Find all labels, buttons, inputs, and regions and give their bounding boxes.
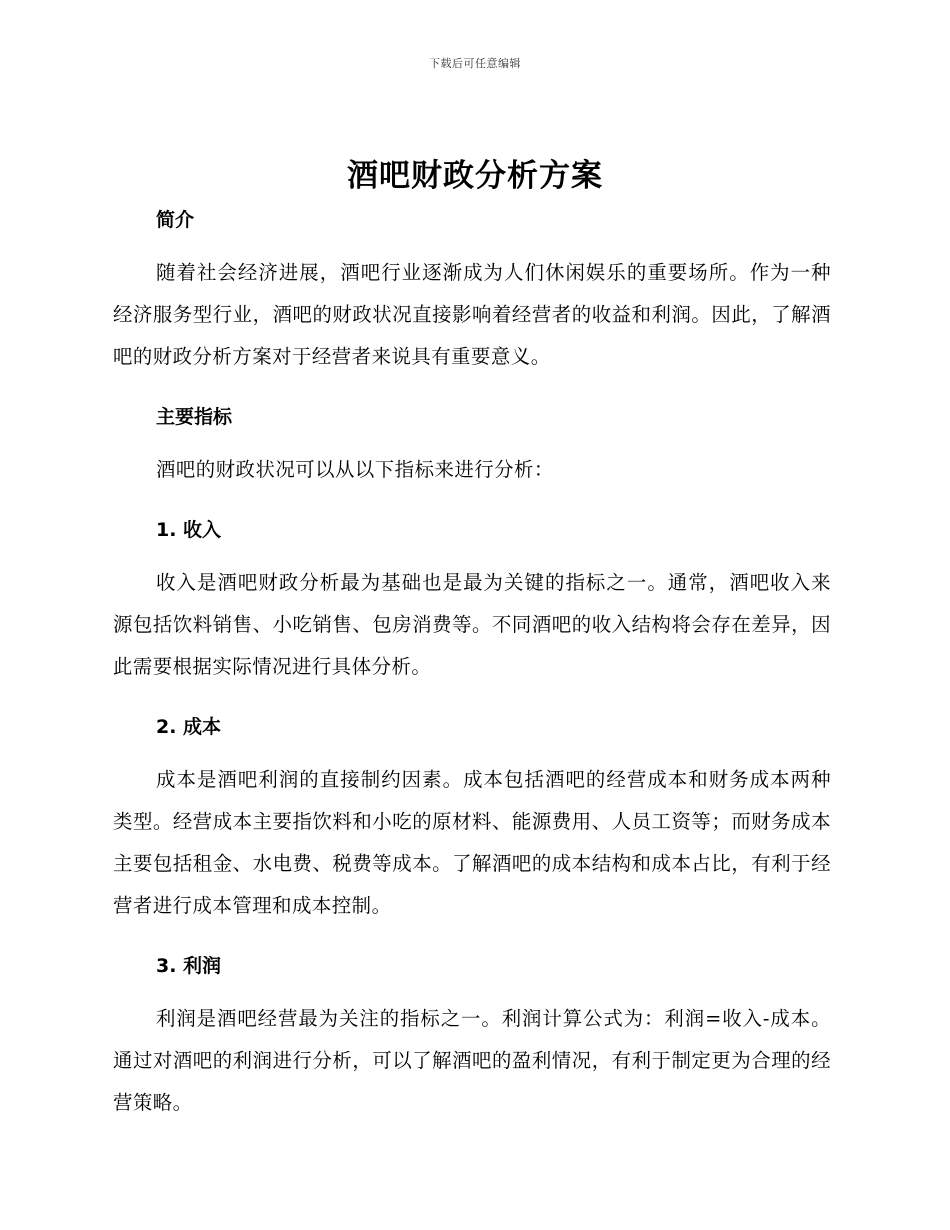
paragraph-profit: 利润是酒吧经营最为关注的指标之一。利润计算公式为：利润=收入-成本。通过对酒吧的利润进行分析，可以了解酒吧的盈利情况，有利于制定更为合理的经营策略。 (113, 1007, 831, 1114)
document-title: 酒吧财政分析方案 (347, 158, 603, 194)
section-heading-revenue: 1. 收入 (156, 519, 222, 541)
paragraph-cost: 成本是酒吧利润的直接制约因素。成本包括酒吧的经营成本和财务成本两种类型。经营成本主要指饮料和小吃的原材料、能源费用、人员工资等；而财务成本主要包括租金、水电费、税费等成本。了解酒吧的成本结构和成本占比，有利于经营者进行成本管理和成本控制。 (113, 768, 831, 917)
document-body (113, 202, 831, 1124)
paragraph-indicators: 酒吧的财政状况可以从以下指标来进行分析： (156, 458, 554, 481)
header-note: 下载后可任意编辑 (429, 57, 521, 70)
section-heading-profit: 3. 利润 (156, 955, 222, 977)
section-heading-intro: 简介 (156, 209, 195, 231)
section-heading-indicators: 主要指标 (156, 406, 233, 428)
paragraph-intro: 随着社会经济进展，酒吧行业逐渐成为人们休闲娱乐的重要场所。作为一种经济服务型行业，酒吧的财政状况直接影响着经营者的收益和利润。因此，了解酒吧的财政分析方案对于经营者来说具有重要意义。 (113, 261, 831, 368)
section-heading-cost: 2. 成本 (156, 716, 222, 738)
paragraph-revenue: 收入是酒吧财政分析最为基础也是最为关键的指标之一。通常，酒吧收入来源包括饮料销售、小吃销售、包房消费等。不同酒吧的收入结构将会存在差异，因此需要根据实际情况进行具体分析。 (113, 571, 831, 678)
